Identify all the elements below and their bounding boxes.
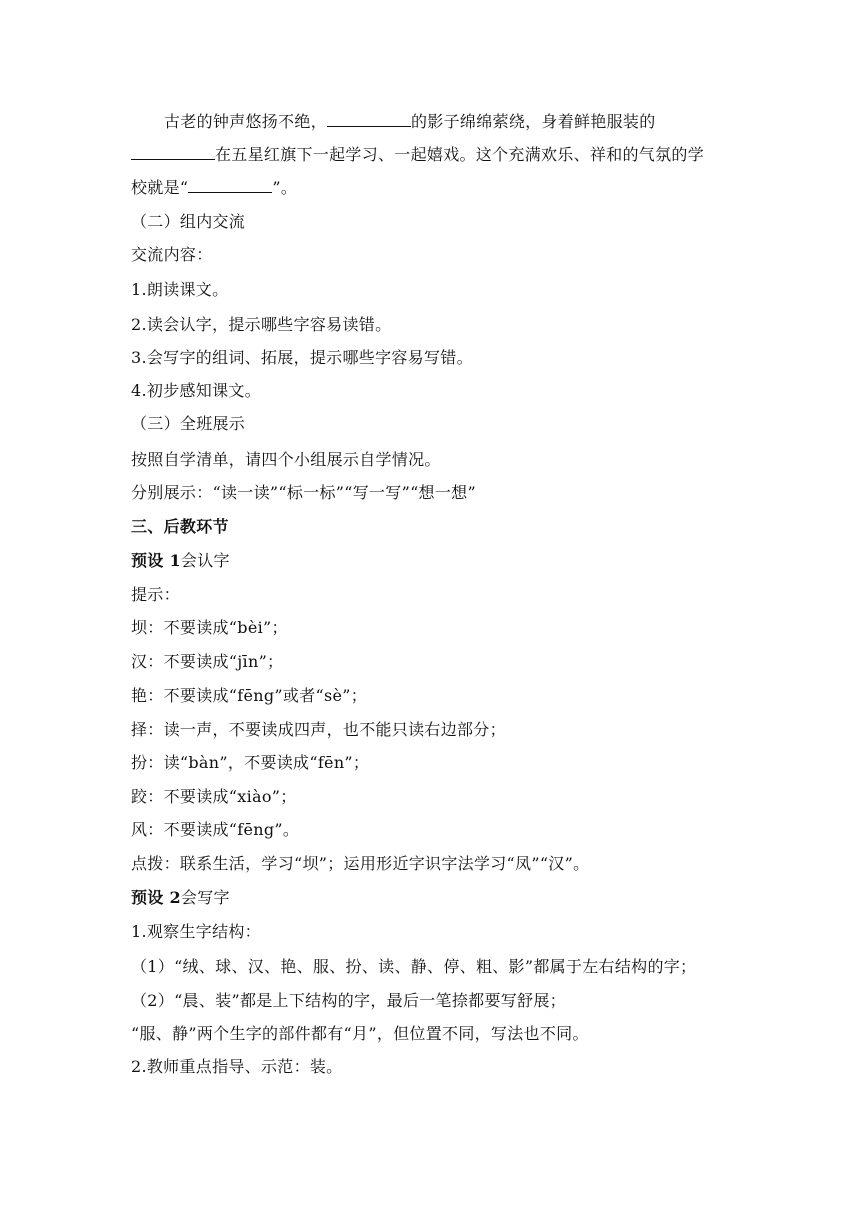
dianbo-note: 点拨：联系生活，学习“坝”；运用形近字识字法学习“凤”“汉”。 — [131, 854, 590, 873]
fill-blank-1 — [327, 112, 411, 127]
preset-label: 预设 2 — [131, 888, 181, 907]
text-segment: ”。 — [272, 178, 298, 197]
text-segment: 在五星红旗下一起学习、一起嬉戏。这个充满欢乐、祥和的气氛的学 — [215, 145, 705, 164]
hint-item: 跤：不要读成“xiào”； — [131, 787, 297, 806]
section-heading-group-exchange: （二）组内交流 — [131, 212, 246, 231]
section-heading-after-teaching: 三、后教环节 — [131, 517, 229, 536]
fill-blank-2 — [131, 145, 215, 160]
preset-label: 预设 1 — [131, 551, 181, 570]
preset-2-heading — [131, 888, 230, 908]
write-item: 1.观察生字结构： — [131, 922, 261, 941]
write-item: （2）“晨、装”都是上下结构的字，最后一笔捺都要写舒展； — [131, 991, 566, 1010]
list-item: 2.读会认字，提示哪些字容易读错。 — [131, 315, 392, 334]
hint-item: 坝：不要读成“bèi”； — [131, 618, 288, 637]
list-item: 4.初步感知课文。 — [131, 381, 261, 400]
text-segment: 古老的钟声悠扬不绝， — [164, 112, 328, 131]
hint-item: 艳：不要读成“fēng”或者“sè”； — [131, 686, 368, 705]
write-item: （1）“绒、球、汉、艳、服、扮、读、静、停、粗、影”都属于左右结构的字； — [131, 957, 697, 976]
text-segment: 校就是“ — [131, 178, 189, 197]
fill-blank-3 — [188, 178, 272, 193]
show-instruction: 按照自学清单，请四个小组展示自学情况。 — [131, 450, 441, 469]
paragraph-line-3 — [131, 178, 297, 198]
paragraph-line-1 — [164, 112, 656, 132]
exchange-label: 交流内容： — [131, 245, 213, 264]
hint-item: 风：不要读成“fēng”。 — [131, 820, 300, 839]
section-heading-class-show: （三）全班展示 — [131, 414, 246, 433]
paragraph-line-2 — [131, 145, 704, 165]
text-segment: 的影子绵绵萦绕，身着鲜艳服装的 — [411, 112, 656, 131]
hint-label: 提示： — [131, 585, 180, 604]
write-item: 2.教师重点指导、示范：装。 — [131, 1057, 343, 1076]
hint-item: 汉：不要读成“jīn”； — [131, 652, 284, 671]
preset-1-heading — [131, 551, 230, 571]
hint-item: 扮：读“bàn”，不要读成“fēn”； — [131, 753, 370, 772]
preset-title: 会认字 — [180, 551, 230, 570]
preset-title: 会写字 — [180, 888, 230, 907]
write-item: “服、静”两个生字的部件都有“月”，但位置不同，写法也不同。 — [131, 1024, 589, 1043]
hint-item: 择：读一声，不要读成四声，也不能只读右边部分； — [131, 720, 506, 739]
list-item: 3.会写字的组词、拓展，提示哪些字容易写错。 — [131, 348, 473, 367]
list-item: 1.朗读课文。 — [131, 280, 229, 299]
show-items: 分别展示：“读一读”“标一标”“写一写”“想一想” — [131, 483, 476, 502]
